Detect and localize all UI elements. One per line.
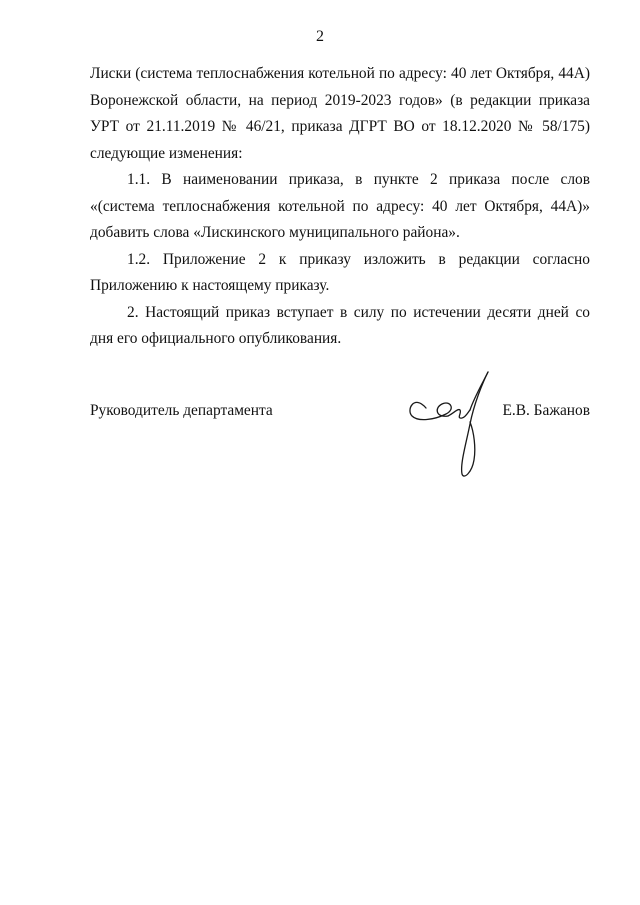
paragraph-1-1: 1.1. В наименовании приказа, в пункте 2 приказа после слов «(система теплоснабжения котельной по адресу: 40 лет Октября, 44А)» добавить слова «Лискинского муниципального района».: [90, 171, 590, 241]
handwritten-signature: [404, 364, 504, 482]
signatory-position: Руководитель департамента: [90, 402, 273, 419]
paragraph-1-2: 1.2. Приложение 2 к приказу изложить в редакции согласно Приложению к настоящему приказу.: [90, 250, 590, 294]
signatory-name: Е.В. Бажанов: [502, 402, 590, 419]
paragraph-continuation: Лиски (система теплоснабжения котельной по адресу: 40 лет Октября, 44А) Воронежской области, на период 2019-2023 годов» (в редакции приказа УРТ от 21.11.2019 № 46/21, приказа ДГРТ ВО от 18.12.2020 № 58/175) следующие изменения:: [90, 65, 590, 162]
paragraph-2: 2. Настоящий приказ вступает в силу по истечении десяти дней со дня его официального опубликования.: [90, 303, 590, 347]
document-body: [90, 61, 590, 353]
page-number: 2: [316, 28, 324, 45]
